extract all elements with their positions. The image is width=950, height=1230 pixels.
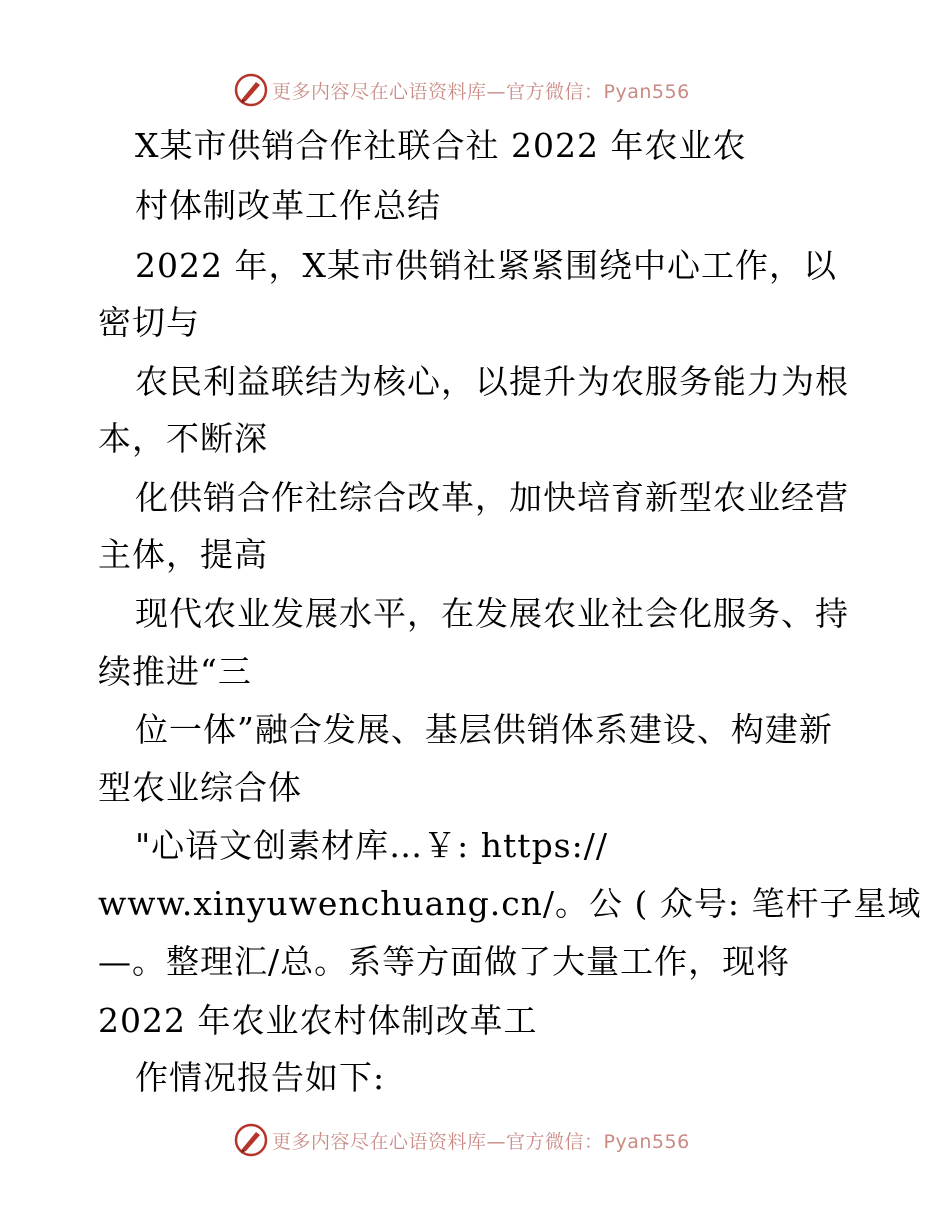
header-watermark [234, 72, 690, 108]
doc-body-line: 密切与 [98, 303, 200, 342]
pen-logo-icon [234, 1123, 268, 1157]
doc-body-line: 主体，提高 [98, 535, 268, 574]
doc-body-line: 农民利益联结为核心，以提升为农服务能力为根 [135, 362, 849, 401]
doc-body-line: 型农业综合体 [98, 768, 302, 807]
doc-body-line: 续推进“三 [98, 652, 252, 691]
doc-title-line-1: X某市供销合作社联合社 2022 年农业农 [135, 126, 747, 165]
watermark-text: 更多内容尽在心语资料库—官方微信：Pyan556 [272, 80, 690, 103]
doc-body-line: —。整理汇/总。系等方面做了大量工作，现将 [98, 942, 791, 981]
doc-body-line: www.xinyuwenchuang.cn/。公 ( 众号: 笔杆子星域 [98, 884, 922, 923]
doc-body-line: 位一体”融合发展、基层供销体系建设、构建新 [135, 710, 833, 749]
doc-body-line: 2022 年农业农村体制改革工 [98, 1001, 538, 1040]
doc-body-line: 作情况报告如下: [135, 1058, 386, 1097]
doc-body-line: 现代农业发展水平，在发展农业社会化服务、持 [135, 594, 849, 633]
doc-body-line: 化供销合作社综合改革，加快培育新型农业经营 [135, 478, 849, 517]
footer-watermark [234, 1122, 690, 1158]
pen-logo-icon [234, 73, 268, 107]
doc-body-line: 2022 年，X某市供销社紧紧围绕中心工作，以 [135, 246, 837, 285]
doc-body-line: 本，不断深 [98, 419, 268, 458]
doc-body-line: "心语文创素材库…￥: https:// [135, 826, 608, 865]
watermark-text: 更多内容尽在心语资料库—官方微信：Pyan556 [272, 1130, 690, 1153]
doc-title-line-2: 村体制改革工作总结 [135, 186, 441, 225]
